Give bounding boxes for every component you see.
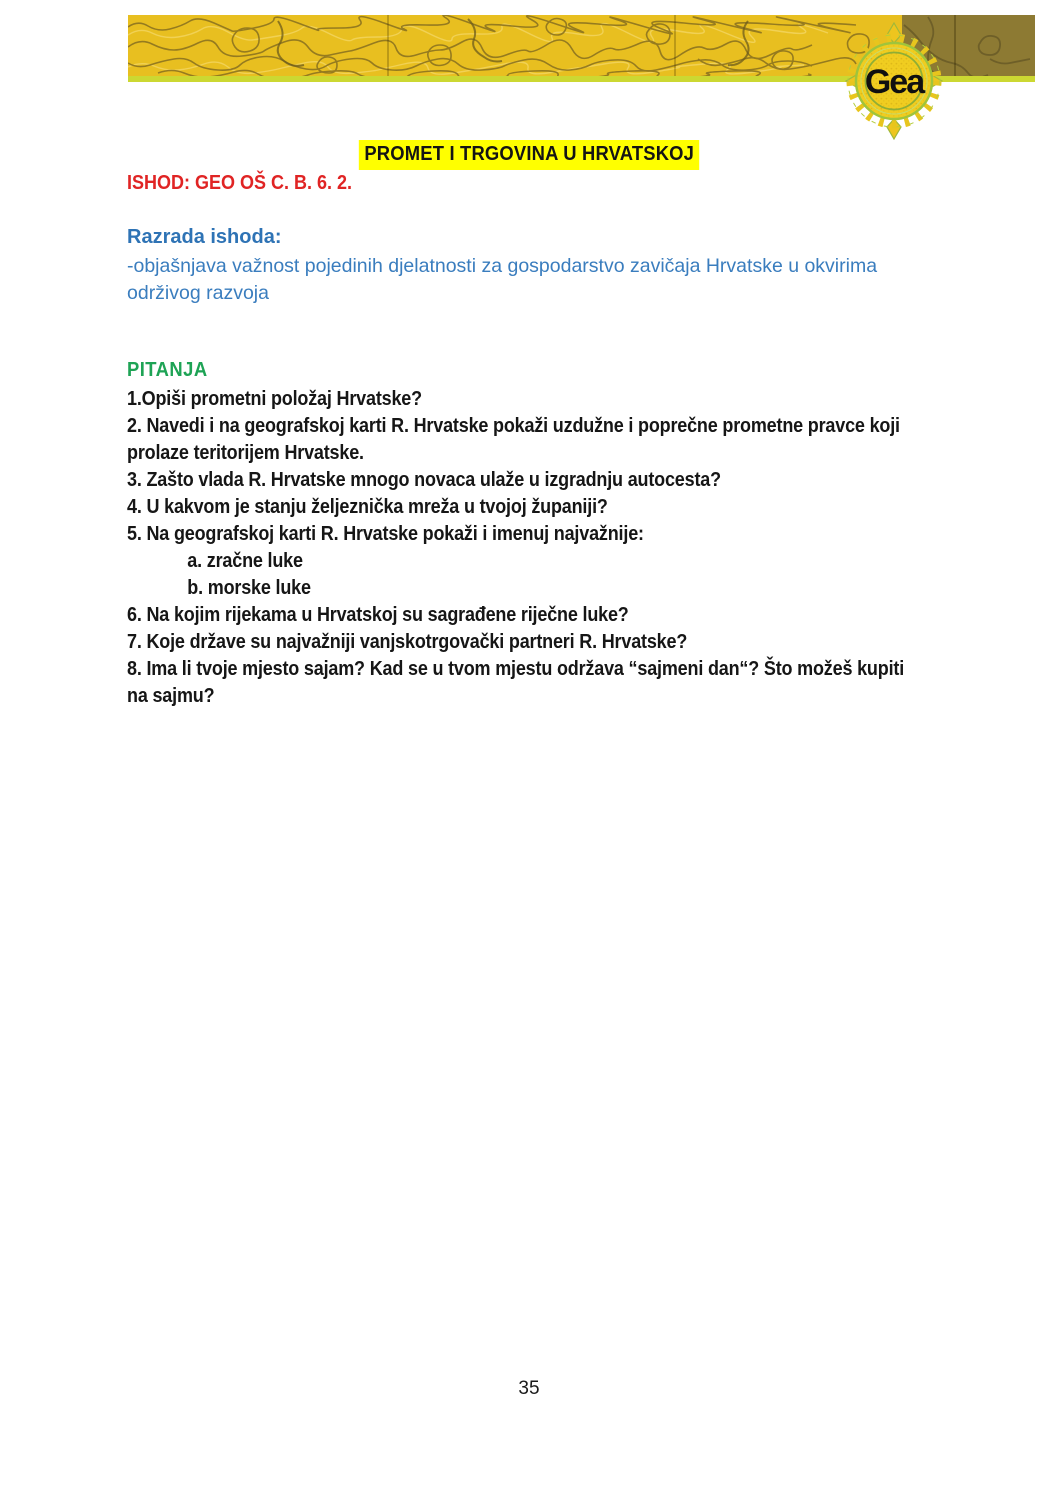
page-number: 35 (518, 1378, 540, 1399)
question-8: 8. Ima li tvoje mjesto sajam? Kad se u tvom mjestu održava “sajmeni dan“? Što možeš kupiti na sajmu? (127, 658, 905, 707)
question-5b: b. morske luke (187, 577, 311, 599)
gea-logo-text: Gea (864, 63, 924, 101)
razrada-body: -objašnjava važnost pojedinih djelatnosti za gospodarstvo zavičaja Hrvatske u okvirima održivog razvoja (127, 255, 878, 304)
gea-logo-image (845, 22, 943, 140)
question-4: 4. U kakvom je stanju željeznička mreža u tvojoj županiji? (127, 496, 608, 518)
page-title (127, 140, 931, 170)
gea-logo (845, 22, 943, 140)
questions-heading: PITANJA (127, 359, 208, 381)
question-1: 1.Opiši prometni položaj Hrvatske? (127, 388, 422, 410)
questions-list (127, 386, 919, 710)
page-title-highlight: PROMET I TRGOVINA U HRVATSKOJ (359, 140, 700, 170)
question-5: 5. Na geografskoj karti R. Hrvatske pokaži i imenuj najvažnije: (127, 523, 644, 545)
question-7: 7. Koje države su najvažniji vanjskotrgovački partneri R. Hrvatske? (127, 631, 688, 653)
question-2: 2. Navedi i na geografskoj karti R. Hrvatske pokaži uzdužne i poprečne prometne pravce koji prolaze teritorijem Hrvatske. (127, 415, 900, 464)
question-3: 3. Zašto vlada R. Hrvatske mnogo novaca ulaže u izgradnju autocesta? (127, 469, 721, 491)
question-6: 6. Na kojim rijekama u Hrvatskoj su sagrađene riječne luke? (127, 604, 629, 626)
question-5a: a. zračne luke (187, 550, 303, 572)
ishod-line: ISHOD: GEO OŠ C. B. 6. 2. (127, 172, 353, 194)
razrada-heading: Razrada ishoda: (127, 226, 282, 248)
